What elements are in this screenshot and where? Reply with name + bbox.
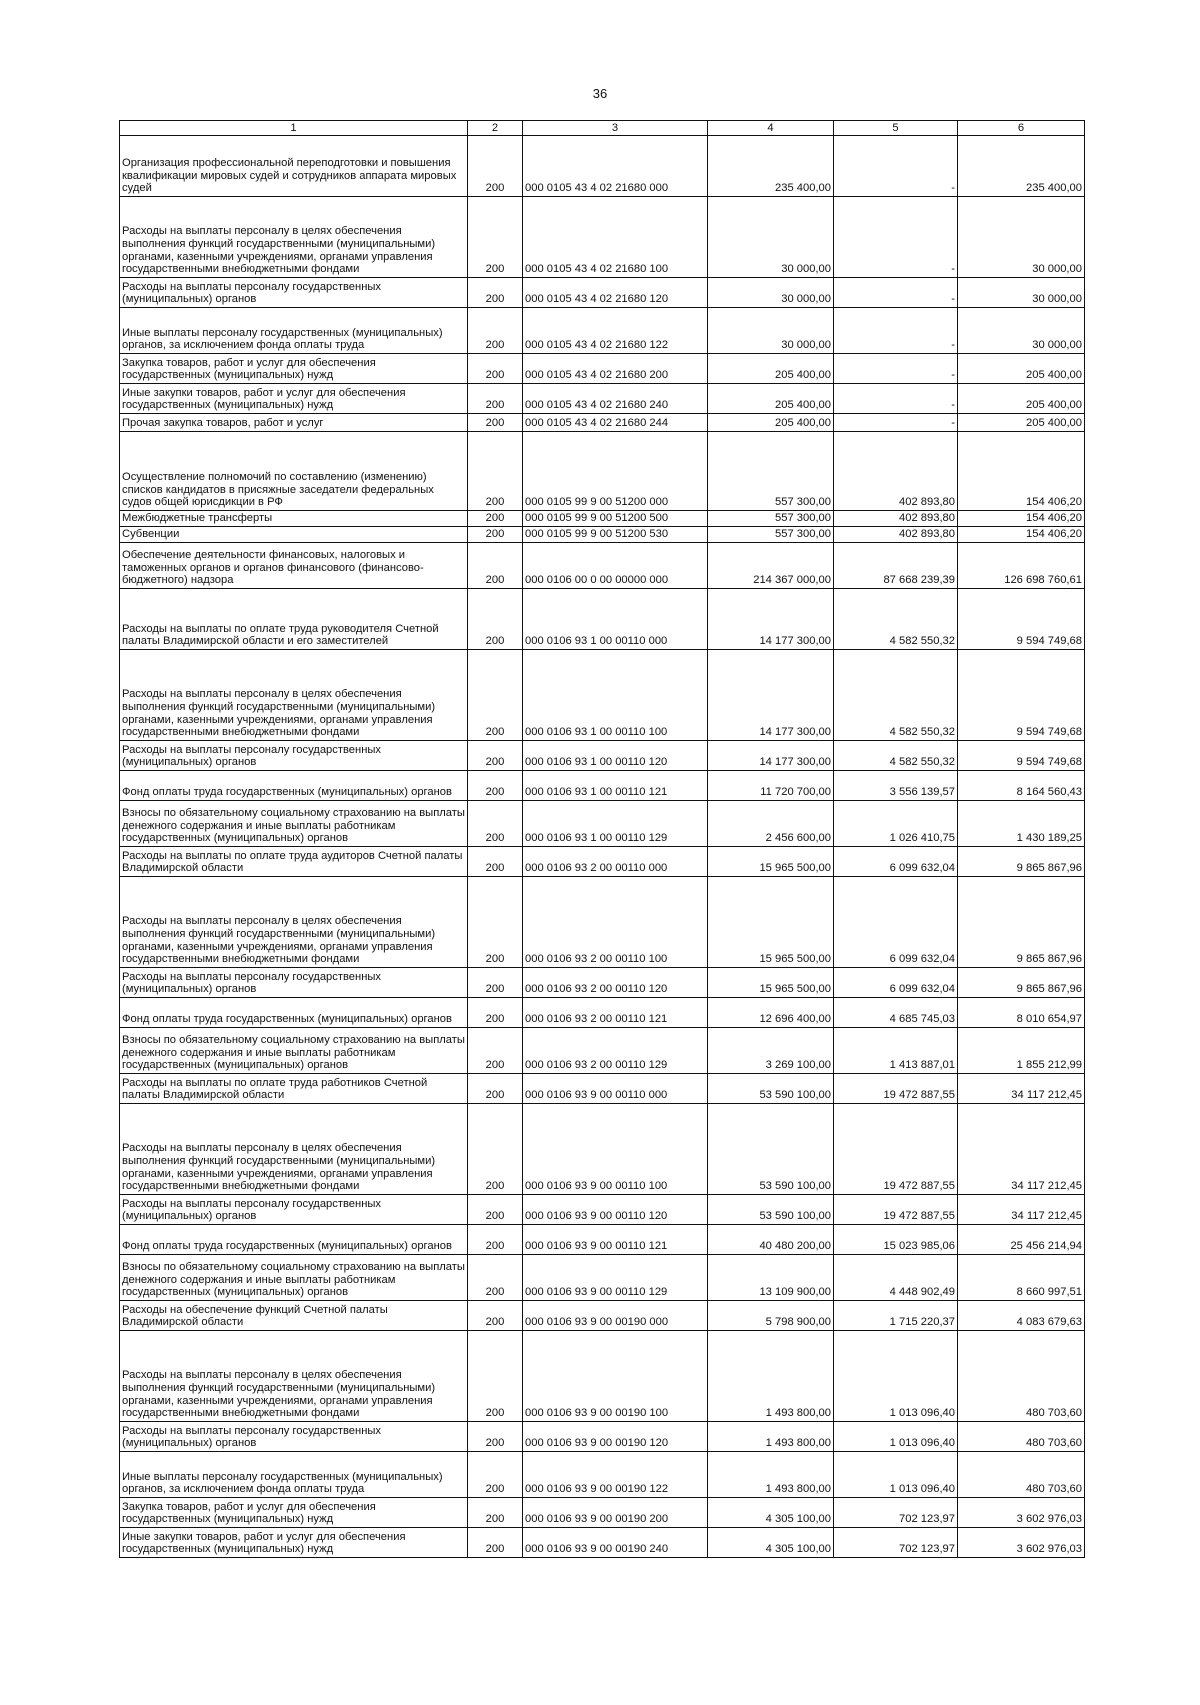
row-admin-code: 200: [468, 432, 523, 511]
column-number-row: [120, 121, 1085, 136]
table-row: [120, 650, 1085, 741]
column-number-4: 4: [708, 121, 834, 136]
row-budget-code: 000 0105 43 4 02 21680 100: [523, 197, 708, 278]
row-admin-code: 200: [468, 1498, 523, 1528]
row-budget-code: 000 0106 93 2 00 00110 000: [523, 847, 708, 877]
row-unexecuted-amount: 235 400,00: [958, 136, 1085, 197]
row-name: Закупка товаров, работ и услуг для обеспечения государственных (муниципальных) нужд: [120, 354, 468, 384]
row-admin-code: 200: [468, 1104, 523, 1195]
row-budget-code: 000 0106 93 2 00 00110 121: [523, 998, 708, 1028]
row-executed-amount: -: [834, 308, 958, 354]
row-executed-amount: -: [834, 197, 958, 278]
row-budget-code: 000 0105 43 4 02 21680 200: [523, 354, 708, 384]
row-admin-code: 200: [468, 136, 523, 197]
row-executed-amount: -: [834, 384, 958, 414]
row-budget-code: 000 0106 93 9 00 00190 120: [523, 1422, 708, 1452]
row-budget-code: 000 0106 93 9 00 00190 200: [523, 1498, 708, 1528]
row-budget-code: 000 0105 43 4 02 21680 000: [523, 136, 708, 197]
table-row: [120, 1074, 1085, 1104]
row-executed-amount: 702 123,97: [834, 1498, 958, 1528]
row-approved-amount: 13 109 900,00: [708, 1255, 834, 1301]
row-budget-code: 000 0105 99 9 00 51200 000: [523, 432, 708, 511]
row-admin-code: 200: [468, 1225, 523, 1255]
row-unexecuted-amount: 25 456 214,94: [958, 1225, 1085, 1255]
row-name: Иные закупки товаров, работ и услуг для обеспечения государственных (муниципальных) нужд: [120, 1528, 468, 1558]
row-executed-amount: -: [834, 136, 958, 197]
row-executed-amount: 4 582 550,32: [834, 741, 958, 771]
row-name: Взносы по обязательному социальному страхованию на выплаты денежного содержания и иные выплаты работникам государственных (муниципальных) органов: [120, 1255, 468, 1301]
row-approved-amount: 30 000,00: [708, 308, 834, 354]
row-admin-code: 200: [468, 877, 523, 968]
row-name: Расходы на выплаты персоналу в целях обеспечения выполнения функций государственными (муниципальными) органами, казенными учреждениями, органами управления государственными внебюджетными фондами: [120, 1104, 468, 1195]
table-row: [120, 308, 1085, 354]
row-admin-code: 200: [468, 1255, 523, 1301]
row-unexecuted-amount: 30 000,00: [958, 308, 1085, 354]
row-unexecuted-amount: 154 406,20: [958, 432, 1085, 511]
row-approved-amount: 30 000,00: [708, 197, 834, 278]
row-approved-amount: 14 177 300,00: [708, 589, 834, 650]
row-name: Иные выплаты персоналу государственных (муниципальных) органов, за исключением фонда оплаты труда: [120, 308, 468, 354]
table-row: [120, 771, 1085, 801]
row-executed-amount: 402 893,80: [834, 511, 958, 527]
row-unexecuted-amount: 8 660 997,51: [958, 1255, 1085, 1301]
row-unexecuted-amount: 3 602 976,03: [958, 1498, 1085, 1528]
row-admin-code: 200: [468, 543, 523, 589]
row-budget-code: 000 0106 93 1 00 00110 100: [523, 650, 708, 741]
row-name: Иные выплаты персоналу государственных (муниципальных) органов, за исключением фонда оплаты труда: [120, 1452, 468, 1498]
row-name: Субвенции: [120, 527, 468, 543]
row-admin-code: 200: [468, 1528, 523, 1558]
row-unexecuted-amount: 34 117 212,45: [958, 1104, 1085, 1195]
row-budget-code: 000 0105 43 4 02 21680 122: [523, 308, 708, 354]
row-name: Фонд оплаты труда государственных (муниципальных) органов: [120, 1225, 468, 1255]
row-unexecuted-amount: 9 594 749,68: [958, 589, 1085, 650]
row-admin-code: 200: [468, 771, 523, 801]
row-approved-amount: 15 965 500,00: [708, 877, 834, 968]
table-row: [120, 847, 1085, 877]
row-executed-amount: 1 013 096,40: [834, 1452, 958, 1498]
row-executed-amount: 402 893,80: [834, 432, 958, 511]
row-name: Расходы на выплаты персоналу в целях обеспечения выполнения функций государственными (муниципальными) органами, казенными учреждениями, органами управления государственными внебюджетными фондами: [120, 197, 468, 278]
row-unexecuted-amount: 480 703,60: [958, 1422, 1085, 1452]
row-approved-amount: 1 493 800,00: [708, 1452, 834, 1498]
table-row: [120, 741, 1085, 771]
row-approved-amount: 214 367 000,00: [708, 543, 834, 589]
row-name: Фонд оплаты труда государственных (муниципальных) органов: [120, 771, 468, 801]
row-executed-amount: 702 123,97: [834, 1528, 958, 1558]
row-budget-code: 000 0106 93 1 00 00110 121: [523, 771, 708, 801]
row-unexecuted-amount: 9 865 867,96: [958, 968, 1085, 998]
table-row: [120, 968, 1085, 998]
row-admin-code: 200: [468, 1331, 523, 1422]
row-admin-code: 200: [468, 278, 523, 308]
row-executed-amount: 1 013 096,40: [834, 1422, 958, 1452]
row-budget-code: 000 0106 00 0 00 00000 000: [523, 543, 708, 589]
row-unexecuted-amount: 4 083 679,63: [958, 1301, 1085, 1331]
row-name: Иные закупки товаров, работ и услуг для обеспечения государственных (муниципальных) нужд: [120, 384, 468, 414]
table-row: [120, 384, 1085, 414]
row-unexecuted-amount: 205 400,00: [958, 384, 1085, 414]
column-number-2: 2: [468, 121, 523, 136]
row-name: Осуществление полномочий по составлению (изменению) списков кандидатов в присяжные заседатели федеральных судов общей юрисдикции в РФ: [120, 432, 468, 511]
row-name: Прочая закупка товаров, работ и услуг: [120, 414, 468, 432]
row-admin-code: 200: [468, 741, 523, 771]
row-unexecuted-amount: 205 400,00: [958, 414, 1085, 432]
row-name: Фонд оплаты труда государственных (муниципальных) органов: [120, 998, 468, 1028]
row-executed-amount: 402 893,80: [834, 527, 958, 543]
table-body: [120, 136, 1085, 1558]
row-approved-amount: 14 177 300,00: [708, 650, 834, 741]
row-unexecuted-amount: 30 000,00: [958, 197, 1085, 278]
row-approved-amount: 53 590 100,00: [708, 1195, 834, 1225]
row-approved-amount: 11 720 700,00: [708, 771, 834, 801]
row-admin-code: 200: [468, 589, 523, 650]
row-admin-code: 200: [468, 968, 523, 998]
table-row: [120, 1028, 1085, 1074]
table-row: [120, 1331, 1085, 1422]
row-unexecuted-amount: 30 000,00: [958, 278, 1085, 308]
row-budget-code: 000 0106 93 9 00 00190 000: [523, 1301, 708, 1331]
table-row: [120, 1528, 1085, 1558]
row-budget-code: 000 0106 93 9 00 00110 100: [523, 1104, 708, 1195]
row-budget-code: 000 0106 93 9 00 00190 122: [523, 1452, 708, 1498]
row-executed-amount: 6 099 632,04: [834, 877, 958, 968]
row-approved-amount: 235 400,00: [708, 136, 834, 197]
row-approved-amount: 4 305 100,00: [708, 1498, 834, 1528]
row-approved-amount: 557 300,00: [708, 511, 834, 527]
row-executed-amount: 3 556 139,57: [834, 771, 958, 801]
row-executed-amount: 19 472 887,55: [834, 1195, 958, 1225]
row-unexecuted-amount: 1 855 212,99: [958, 1028, 1085, 1074]
row-executed-amount: 1 013 096,40: [834, 1331, 958, 1422]
row-admin-code: 200: [468, 1452, 523, 1498]
row-admin-code: 200: [468, 354, 523, 384]
row-unexecuted-amount: 1 430 189,25: [958, 801, 1085, 847]
row-executed-amount: -: [834, 278, 958, 308]
row-admin-code: 200: [468, 1074, 523, 1104]
row-name: Расходы на обеспечение функций Счетной палаты Владимирской области: [120, 1301, 468, 1331]
row-budget-code: 000 0106 93 9 00 00110 120: [523, 1195, 708, 1225]
row-approved-amount: 3 269 100,00: [708, 1028, 834, 1074]
table-row: [120, 1255, 1085, 1301]
row-unexecuted-amount: 126 698 760,61: [958, 543, 1085, 589]
row-budget-code: 000 0106 93 1 00 00110 000: [523, 589, 708, 650]
row-name: Расходы на выплаты по оплате труда руководителя Счетной палаты Владимирской области и его заместителей: [120, 589, 468, 650]
row-executed-amount: 19 472 887,55: [834, 1104, 958, 1195]
row-name: Взносы по обязательному социальному страхованию на выплаты денежного содержания и иные выплаты работникам государственных (муниципальных) органов: [120, 801, 468, 847]
row-executed-amount: 87 668 239,39: [834, 543, 958, 589]
row-executed-amount: 4 448 902,49: [834, 1255, 958, 1301]
row-approved-amount: 557 300,00: [708, 527, 834, 543]
row-budget-code: 000 0106 93 2 00 00110 129: [523, 1028, 708, 1074]
row-approved-amount: 2 456 600,00: [708, 801, 834, 847]
table-row: [120, 1452, 1085, 1498]
row-budget-code: 000 0105 99 9 00 51200 530: [523, 527, 708, 543]
row-budget-code: 000 0106 93 2 00 00110 100: [523, 877, 708, 968]
row-executed-amount: 15 023 985,06: [834, 1225, 958, 1255]
row-unexecuted-amount: 154 406,20: [958, 527, 1085, 543]
row-name: Межбюджетные трансферты: [120, 511, 468, 527]
page-number: 36: [592, 86, 608, 101]
table-row: [120, 801, 1085, 847]
row-admin-code: 200: [468, 414, 523, 432]
row-unexecuted-amount: 154 406,20: [958, 511, 1085, 527]
column-number-1: 1: [120, 121, 468, 136]
table-row: [120, 1104, 1085, 1195]
row-executed-amount: 1 715 220,37: [834, 1301, 958, 1331]
row-name: Расходы на выплаты персоналу государственных (муниципальных) органов: [120, 1422, 468, 1452]
row-approved-amount: 557 300,00: [708, 432, 834, 511]
row-approved-amount: 40 480 200,00: [708, 1225, 834, 1255]
table-row: [120, 589, 1085, 650]
row-name: Расходы на выплаты персоналу государственных (муниципальных) органов: [120, 968, 468, 998]
table-row: [120, 1225, 1085, 1255]
row-executed-amount: 4 582 550,32: [834, 650, 958, 741]
column-number-5: 5: [834, 121, 958, 136]
row-admin-code: 200: [468, 998, 523, 1028]
row-unexecuted-amount: 205 400,00: [958, 354, 1085, 384]
row-budget-code: 000 0105 43 4 02 21680 120: [523, 278, 708, 308]
row-approved-amount: 205 400,00: [708, 354, 834, 384]
row-name: Расходы на выплаты персоналу государственных (муниципальных) органов: [120, 278, 468, 308]
table-row: [120, 136, 1085, 197]
table-row: [120, 527, 1085, 543]
row-approved-amount: 1 493 800,00: [708, 1331, 834, 1422]
row-admin-code: 200: [468, 384, 523, 414]
row-unexecuted-amount: 3 602 976,03: [958, 1528, 1085, 1558]
row-executed-amount: 4 685 745,03: [834, 998, 958, 1028]
row-executed-amount: 19 472 887,55: [834, 1074, 958, 1104]
table-row: [120, 414, 1085, 432]
table-row: [120, 432, 1085, 511]
row-name: Взносы по обязательному социальному страхованию на выплаты денежного содержания и иные выплаты работникам государственных (муниципальных) органов: [120, 1028, 468, 1074]
row-approved-amount: 15 965 500,00: [708, 968, 834, 998]
row-name: Обеспечение деятельности финансовых, налоговых и таможенных органов и органов финансового (финансово-бюджетного) надзора: [120, 543, 468, 589]
table-row: [120, 1498, 1085, 1528]
row-budget-code: 000 0105 43 4 02 21680 240: [523, 384, 708, 414]
row-executed-amount: 6 099 632,04: [834, 847, 958, 877]
row-admin-code: 200: [468, 1301, 523, 1331]
row-approved-amount: 53 590 100,00: [708, 1074, 834, 1104]
row-unexecuted-amount: 9 594 749,68: [958, 650, 1085, 741]
row-admin-code: 200: [468, 650, 523, 741]
row-budget-code: 000 0106 93 1 00 00110 129: [523, 801, 708, 847]
column-number-6: 6: [958, 121, 1085, 136]
row-executed-amount: 4 582 550,32: [834, 589, 958, 650]
row-name: Расходы на выплаты персоналу в целях обеспечения выполнения функций государственными (муниципальными) органами, казенными учреждениями, органами управления государственными внебюджетными фондами: [120, 650, 468, 741]
row-approved-amount: 4 305 100,00: [708, 1528, 834, 1558]
row-admin-code: 200: [468, 1422, 523, 1452]
row-budget-code: 000 0106 93 9 00 00110 121: [523, 1225, 708, 1255]
row-unexecuted-amount: 480 703,60: [958, 1452, 1085, 1498]
row-admin-code: 200: [468, 847, 523, 877]
row-executed-amount: -: [834, 414, 958, 432]
table-row: [120, 1301, 1085, 1331]
row-budget-code: 000 0106 93 9 00 00110 000: [523, 1074, 708, 1104]
table-row: [120, 1195, 1085, 1225]
row-unexecuted-amount: 9 865 867,96: [958, 847, 1085, 877]
row-admin-code: 200: [468, 308, 523, 354]
row-approved-amount: 5 798 900,00: [708, 1301, 834, 1331]
row-executed-amount: -: [834, 354, 958, 384]
row-admin-code: 200: [468, 1028, 523, 1074]
row-name: Закупка товаров, работ и услуг для обеспечения государственных (муниципальных) нужд: [120, 1498, 468, 1528]
table-row: [120, 543, 1085, 589]
row-approved-amount: 205 400,00: [708, 384, 834, 414]
row-budget-code: 000 0106 93 1 00 00110 120: [523, 741, 708, 771]
row-budget-code: 000 0106 93 9 00 00190 100: [523, 1331, 708, 1422]
row-executed-amount: 1 026 410,75: [834, 801, 958, 847]
row-unexecuted-amount: 9 594 749,68: [958, 741, 1085, 771]
row-unexecuted-amount: 480 703,60: [958, 1331, 1085, 1422]
row-approved-amount: 12 696 400,00: [708, 998, 834, 1028]
row-unexecuted-amount: 8 010 654,97: [958, 998, 1085, 1028]
row-approved-amount: 14 177 300,00: [708, 741, 834, 771]
row-name: Расходы на выплаты персоналу в целях обеспечения выполнения функций государственными (муниципальными) органами, казенными учреждениями, органами управления государственными внебюджетными фондами: [120, 1331, 468, 1422]
row-unexecuted-amount: 34 117 212,45: [958, 1074, 1085, 1104]
table-row: [120, 998, 1085, 1028]
row-approved-amount: 205 400,00: [708, 414, 834, 432]
row-budget-code: 000 0106 93 9 00 00110 129: [523, 1255, 708, 1301]
row-budget-code: 000 0106 93 9 00 00190 240: [523, 1528, 708, 1558]
row-unexecuted-amount: 9 865 867,96: [958, 877, 1085, 968]
table-row: [120, 197, 1085, 278]
table-row: [120, 877, 1085, 968]
row-approved-amount: 15 965 500,00: [708, 847, 834, 877]
row-name: Организация профессиональной переподготовки и повышения квалификации мировых судей и сотрудников аппарата мировых судей: [120, 136, 468, 197]
row-admin-code: 200: [468, 801, 523, 847]
row-budget-code: 000 0106 93 2 00 00110 120: [523, 968, 708, 998]
column-number-3: 3: [523, 121, 708, 136]
row-approved-amount: 53 590 100,00: [708, 1104, 834, 1195]
row-admin-code: 200: [468, 511, 523, 527]
row-admin-code: 200: [468, 197, 523, 278]
row-executed-amount: 6 099 632,04: [834, 968, 958, 998]
row-admin-code: 200: [468, 527, 523, 543]
row-unexecuted-amount: 34 117 212,45: [958, 1195, 1085, 1225]
row-name: Расходы на выплаты персоналу государственных (муниципальных) органов: [120, 741, 468, 771]
row-admin-code: 200: [468, 1195, 523, 1225]
table-row: [120, 511, 1085, 527]
row-approved-amount: 30 000,00: [708, 278, 834, 308]
table-row: [120, 1422, 1085, 1452]
row-approved-amount: 1 493 800,00: [708, 1422, 834, 1452]
row-unexecuted-amount: 8 164 560,43: [958, 771, 1085, 801]
row-name: Расходы на выплаты персоналу государственных (муниципальных) органов: [120, 1195, 468, 1225]
table-row: [120, 354, 1085, 384]
row-budget-code: 000 0105 99 9 00 51200 500: [523, 511, 708, 527]
row-name: Расходы на выплаты по оплате труда работников Счетной палаты Владимирской области: [120, 1074, 468, 1104]
row-budget-code: 000 0105 43 4 02 21680 244: [523, 414, 708, 432]
row-name: Расходы на выплаты по оплате труда аудиторов Счетной палаты Владимирской области: [120, 847, 468, 877]
budget-execution-table: [119, 120, 1085, 1558]
row-name: Расходы на выплаты персоналу в целях обеспечения выполнения функций государственными (муниципальными) органами, казенными учреждениями, органами управления государственными внебюджетными фондами: [120, 877, 468, 968]
table-row: [120, 278, 1085, 308]
row-executed-amount: 1 413 887,01: [834, 1028, 958, 1074]
